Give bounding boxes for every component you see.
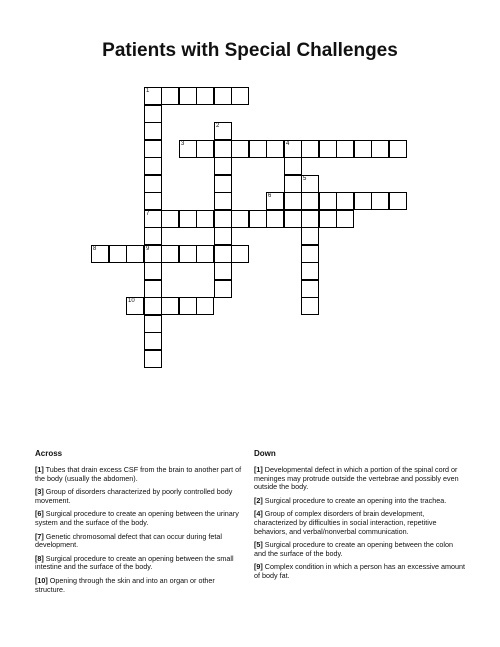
clue-number: [1] xyxy=(35,465,44,474)
clue-number: [7] xyxy=(35,531,44,541)
grid-cell[interactable] xyxy=(284,140,302,158)
grid-cell[interactable] xyxy=(144,350,162,368)
clue-text: Group of disorders characterized by poorly controlled body movement. xyxy=(35,487,233,505)
grid-cell[interactable] xyxy=(214,192,232,210)
grid-cell[interactable] xyxy=(371,140,389,158)
grid-cell[interactable] xyxy=(354,140,372,158)
grid-cell[interactable] xyxy=(231,87,249,105)
grid-cell[interactable] xyxy=(231,210,249,228)
grid-cell[interactable] xyxy=(144,297,162,315)
grid-cell[interactable] xyxy=(109,245,127,263)
across-clue-8 xyxy=(35,555,245,572)
clue-text: Complex condition in which a person has an excessive amount of body fat. xyxy=(254,562,465,580)
grid-cell[interactable] xyxy=(284,210,302,228)
cell-number: 6 xyxy=(268,193,272,199)
cell-number: 10 xyxy=(128,298,135,304)
grid-cell[interactable] xyxy=(319,192,337,210)
grid-cell[interactable] xyxy=(144,87,162,105)
grid-cell[interactable] xyxy=(336,210,354,228)
grid-cell[interactable] xyxy=(214,175,232,193)
grid-cell[interactable] xyxy=(249,140,267,158)
grid-cell[interactable] xyxy=(214,157,232,175)
grid-cell[interactable] xyxy=(371,192,389,210)
clue-text: Tubes that drain excess CSF from the brain to another part of the body (usually the abdomen). xyxy=(35,465,242,483)
down-clue-5 xyxy=(254,541,466,558)
cell-number: 5 xyxy=(303,176,307,182)
grid-cell[interactable] xyxy=(144,245,162,263)
cell-number: 7 xyxy=(146,211,150,217)
clue-number: [9] xyxy=(254,562,263,572)
clue-text: Genetic chromosomal defect that can occur during fetal development. xyxy=(35,531,222,550)
grid-cell[interactable] xyxy=(249,210,267,228)
cell-number: 3 xyxy=(181,141,185,147)
grid-cell[interactable] xyxy=(319,210,337,228)
across-clue-10 xyxy=(35,577,245,594)
grid-cell[interactable] xyxy=(301,140,319,158)
grid-cell[interactable] xyxy=(389,192,407,210)
grid-cell[interactable] xyxy=(284,157,302,175)
clue-number: [6] xyxy=(35,509,44,519)
grid-cell[interactable] xyxy=(196,245,214,263)
clue-number: [8] xyxy=(35,553,44,563)
clue-number: [5] xyxy=(254,540,263,550)
clue-text: Surgical procedure to create an opening between the urinary system and the surface of the body. xyxy=(35,509,239,527)
grid-cell[interactable] xyxy=(179,210,197,228)
grid-cell[interactable] xyxy=(161,245,179,263)
grid-cell[interactable] xyxy=(266,140,284,158)
grid-cell[interactable] xyxy=(144,262,162,280)
grid-cell[interactable] xyxy=(196,140,214,158)
grid-cell[interactable] xyxy=(301,210,319,228)
grid-cell[interactable] xyxy=(231,140,249,158)
grid-cell[interactable] xyxy=(144,280,162,298)
grid-cell[interactable] xyxy=(161,297,179,315)
across-clue-7 xyxy=(35,533,245,550)
down-clue-9 xyxy=(254,563,466,580)
down-clue-4 xyxy=(254,510,466,536)
clue-number: [2] xyxy=(254,495,263,505)
grid-cell[interactable] xyxy=(196,210,214,228)
grid-cell[interactable] xyxy=(319,140,337,158)
grid-cell[interactable] xyxy=(231,245,249,263)
grid-cell[interactable] xyxy=(336,192,354,210)
grid-cell[interactable] xyxy=(284,192,302,210)
puzzle-title: Patients with Special Challenges xyxy=(102,40,398,61)
clue-number: [1] xyxy=(254,465,263,474)
grid-cell[interactable] xyxy=(161,210,179,228)
grid-cell[interactable] xyxy=(144,332,162,350)
grid-cell[interactable] xyxy=(179,140,197,158)
grid-cell[interactable] xyxy=(126,297,144,315)
clue-number: [10] xyxy=(35,575,48,585)
grid-cell[interactable] xyxy=(214,140,232,158)
grid-cell[interactable] xyxy=(301,175,319,193)
down-clues xyxy=(254,466,466,586)
grid-cell[interactable] xyxy=(161,87,179,105)
grid-cell[interactable] xyxy=(389,140,407,158)
grid-cell[interactable] xyxy=(214,280,232,298)
across-clue-1 xyxy=(35,466,245,483)
grid-cell[interactable] xyxy=(196,87,214,105)
grid-cell[interactable] xyxy=(214,227,232,245)
grid-cell[interactable] xyxy=(214,210,232,228)
across-clue-3 xyxy=(35,488,245,505)
grid-cell[interactable] xyxy=(301,245,319,263)
clue-number: [3] xyxy=(35,487,44,497)
grid-cell[interactable] xyxy=(144,157,162,175)
grid-cell[interactable] xyxy=(144,210,162,228)
grid-cell[interactable] xyxy=(266,192,284,210)
grid-cell[interactable] xyxy=(144,315,162,333)
grid-cell[interactable] xyxy=(144,175,162,193)
grid-cell[interactable] xyxy=(301,192,319,210)
grid-cell[interactable] xyxy=(179,87,197,105)
grid-cell[interactable] xyxy=(354,192,372,210)
grid-cell[interactable] xyxy=(144,140,162,158)
grid-cell[interactable] xyxy=(336,140,354,158)
cell-number: 1 xyxy=(146,88,150,94)
grid-cell[interactable] xyxy=(214,262,232,280)
grid-cell[interactable] xyxy=(144,227,162,245)
grid-cell[interactable] xyxy=(301,297,319,315)
cell-number: 4 xyxy=(286,141,290,147)
clue-text: Opening through the skin and into an organ or other structure. xyxy=(35,575,215,594)
clue-text: Surgical procedure to create an opening between the small intestine and the surface of the body. xyxy=(35,553,234,572)
grid-cell[interactable] xyxy=(144,105,162,123)
down-clue-1 xyxy=(254,466,466,492)
cell-number: 2 xyxy=(216,123,220,129)
grid-cell[interactable] xyxy=(266,210,284,228)
cell-number: 8 xyxy=(93,246,97,252)
grid-cell[interactable] xyxy=(301,280,319,298)
clue-text: Group of complex disorders of brain development, characterized by difficulties in social interaction, repetitive behaviors, and verbal/nonverbal communication. xyxy=(254,509,437,536)
grid-cell[interactable] xyxy=(284,175,302,193)
down-heading: Down xyxy=(254,449,276,458)
grid-cell[interactable] xyxy=(144,192,162,210)
clue-text: Developmental defect in which a portion of the spinal cord or meninges may protrude outside the vertebrae and possibly even outside the body. xyxy=(254,465,459,492)
clue-text: Surgical procedure to create an opening into the trachea. xyxy=(264,495,447,505)
grid-cell[interactable] xyxy=(301,262,319,280)
grid-cell[interactable] xyxy=(179,297,197,315)
across-heading: Across xyxy=(35,449,63,458)
across-clues xyxy=(35,466,245,599)
grid-cell[interactable] xyxy=(126,245,144,263)
grid-cell[interactable] xyxy=(179,245,197,263)
grid-cell[interactable] xyxy=(196,297,214,315)
grid-cell[interactable] xyxy=(301,227,319,245)
grid-cell[interactable] xyxy=(91,245,109,263)
cell-number: 9 xyxy=(146,246,150,252)
across-clue-6 xyxy=(35,510,245,527)
clue-text: Surgical procedure to create an opening between the colon and the surface of the body. xyxy=(254,540,453,558)
down-clue-2 xyxy=(254,497,466,506)
grid-cell[interactable] xyxy=(144,122,162,140)
grid-cell[interactable] xyxy=(214,122,232,140)
grid-cell[interactable] xyxy=(214,87,232,105)
grid-cell[interactable] xyxy=(214,245,232,263)
clue-number: [4] xyxy=(254,509,263,519)
